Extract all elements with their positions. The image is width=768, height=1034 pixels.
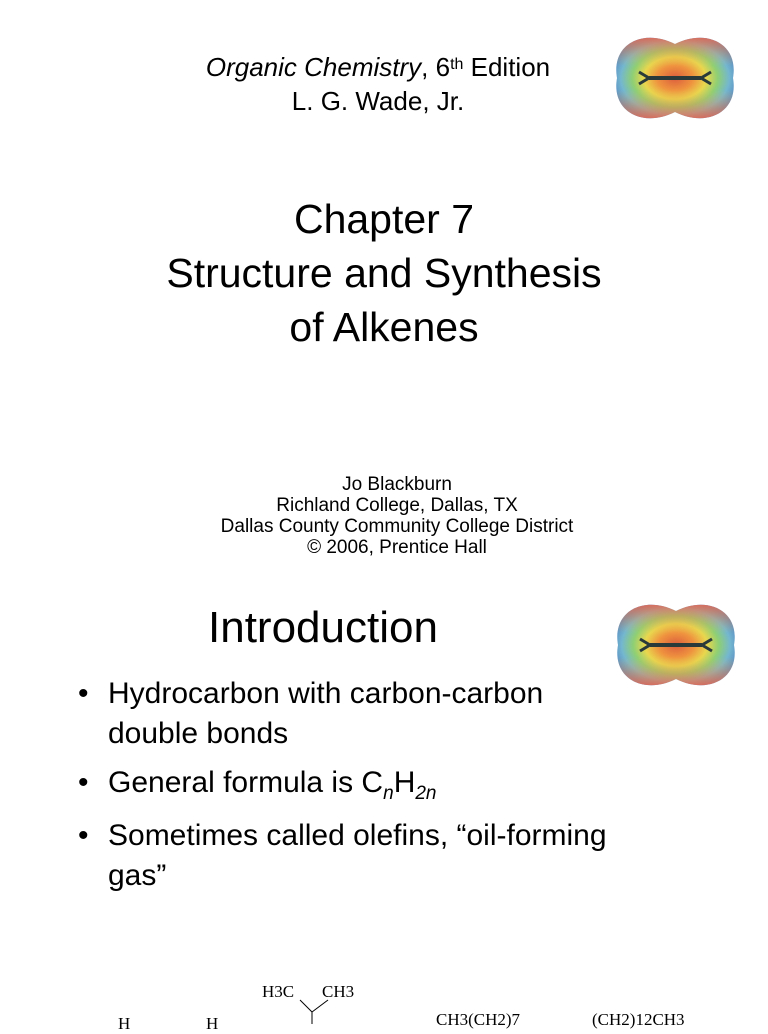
credit-copyright: © 2006, Prentice Hall	[307, 537, 487, 558]
credits-block	[0, 474, 768, 558]
bullet-item	[78, 674, 638, 754]
bullet-item	[78, 763, 638, 807]
edition-superscript: th	[450, 56, 464, 73]
bullet-dot: •	[78, 677, 89, 710]
credit-district: Dallas County Community College District	[220, 516, 574, 537]
formula-chain2: (CH2)12CH3	[592, 1010, 685, 1029]
chapter-title	[0, 192, 768, 354]
edition-word: Edition	[463, 52, 551, 82]
bullet-list	[78, 674, 638, 905]
formula-h2: H	[206, 1014, 219, 1033]
structure-formulas	[0, 980, 768, 1033]
formula-subscript-n: n	[383, 783, 394, 804]
formula-subscript-2n: 2n	[415, 783, 437, 804]
bullet-text: Hydrocarbon with carbon-carbon double bonds	[108, 677, 544, 750]
formula-prefix: General formula is C	[108, 766, 384, 799]
bullet-dot: •	[78, 819, 89, 852]
ethylene-map-icon	[605, 22, 745, 134]
formula-h: H	[393, 766, 416, 799]
introduction-slide	[0, 580, 768, 1033]
formula-branch-lines	[298, 998, 334, 1024]
edition-number: , 6	[421, 52, 451, 82]
formula-h3c: H3C	[262, 982, 295, 1001]
slide-title: Introduction	[208, 603, 438, 652]
formula-chain1: CH3(CH2)7	[436, 1010, 521, 1029]
bullet-item	[78, 816, 638, 896]
bullet-dot: •	[78, 766, 89, 799]
formula-h1: H	[118, 1014, 131, 1033]
book-title: Organic Chemistry	[205, 52, 422, 82]
chapter-number: Chapter 7	[293, 196, 475, 242]
chapter-subtitle-line1: Structure and Synthesis	[166, 250, 602, 296]
book-author: L. G. Wade, Jr.	[291, 86, 465, 116]
credit-presenter: Jo Blackburn	[342, 474, 452, 495]
formula-ch3: CH3	[322, 982, 355, 1001]
chapter-subtitle-line2: of Alkenes	[289, 304, 479, 350]
credit-college: Richland College, Dallas, TX	[276, 495, 518, 516]
bullet-text: Sometimes called olefins, “oil-forming gas”	[108, 819, 607, 892]
